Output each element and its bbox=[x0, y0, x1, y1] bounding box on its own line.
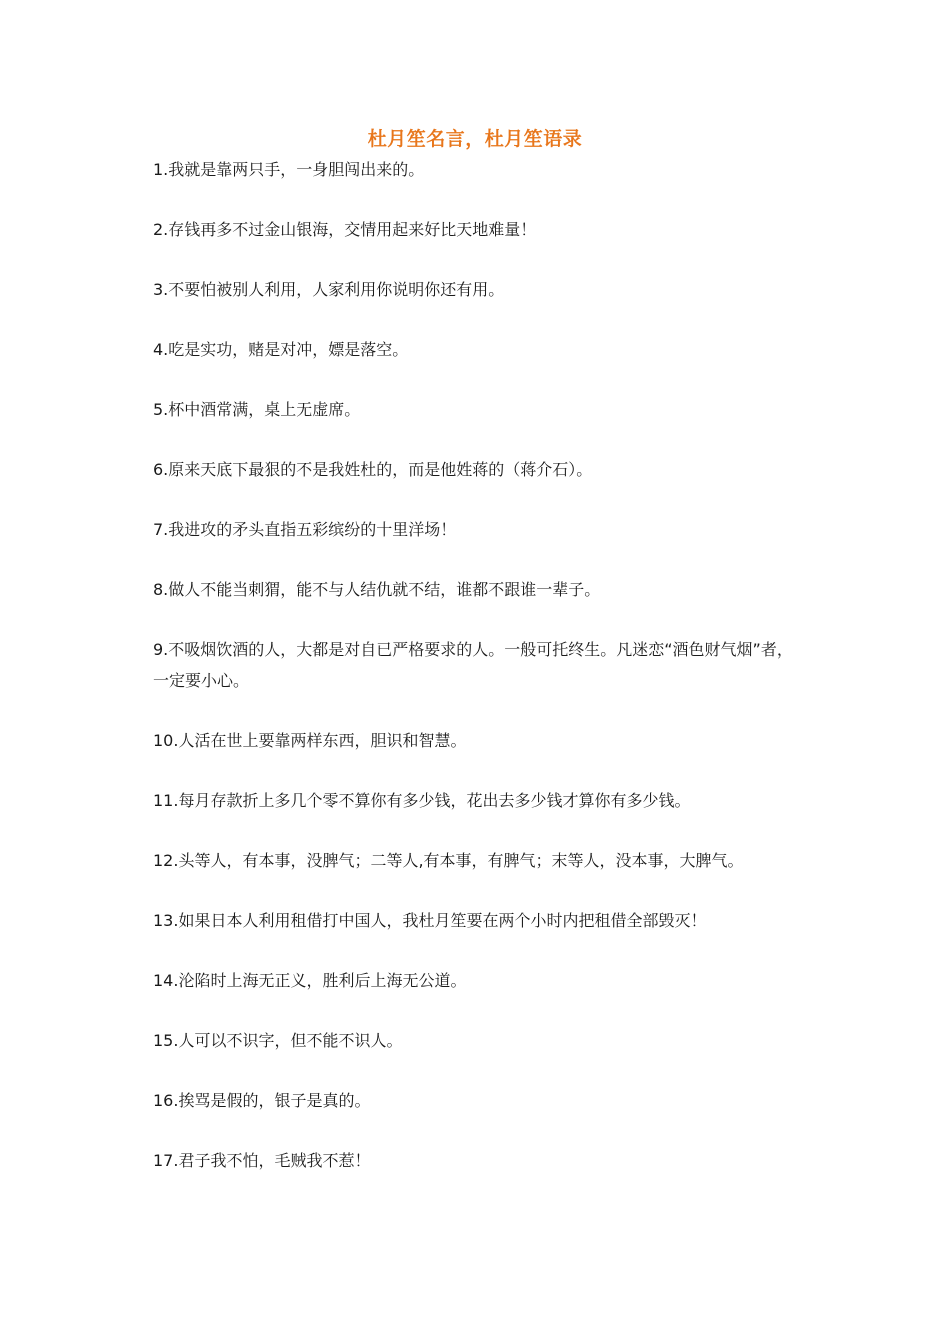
quote-item: 13.如果日本人利用租借打中国人，我杜月笙要在两个小时内把租借全部毁灭！ bbox=[153, 911, 707, 930]
quote-item: 16.挨骂是假的，银子是真的。 bbox=[153, 1091, 371, 1110]
quote-item: 17.君子我不怕，毛贼我不惹！ bbox=[153, 1151, 371, 1170]
quote-item: 10.人活在世上要靠两样东西，胆识和智慧。 bbox=[153, 731, 467, 750]
quote-item: 6.原来天底下最狠的不是我姓杜的，而是他姓蒋的（蒋介石）。 bbox=[153, 460, 593, 479]
quote-item: 11.每月存款折上多几个零不算你有多少钱，花出去多少钱才算你有多少钱。 bbox=[153, 791, 691, 810]
quote-item: 14.沦陷时上海无正义，胜利后上海无公道。 bbox=[153, 971, 467, 990]
quote-item: 7.我进攻的矛头直指五彩缤纷的十里洋场！ bbox=[153, 520, 457, 539]
quote-item: 15.人可以不识字，但不能不识人。 bbox=[153, 1031, 403, 1050]
quote-item: 9.不吸烟饮酒的人，大都是对自已严格要求的人。一般可托终生。凡迷恋“酒色财气烟”者，一定要小心。 bbox=[153, 640, 793, 690]
quote-item: 12.头等人，有本事，没脾气；二等人,有本事，有脾气；末等人，没本事，大脾气。 bbox=[153, 851, 744, 870]
quote-item: 4.吃是实功，赌是对冲，嫖是落空。 bbox=[153, 340, 409, 359]
quote-list bbox=[153, 154, 793, 1176]
quote-item: 2.存钱再多不过金山银海，交情用起来好比天地难量！ bbox=[153, 220, 537, 239]
quote-item: 3.不要怕被别人利用，人家利用你说明你还有用。 bbox=[153, 280, 505, 299]
quote-item: 5.杯中酒常满，桌上无虚席。 bbox=[153, 400, 361, 419]
quote-item: 8.做人不能当刺猬，能不与人结仇就不结，谁都不跟谁一辈子。 bbox=[153, 580, 601, 599]
document-title: 杜月笙名言，杜月笙语录 bbox=[367, 128, 583, 150]
quote-item: 1.我就是靠两只手，一身胆闯出来的。 bbox=[153, 160, 425, 179]
